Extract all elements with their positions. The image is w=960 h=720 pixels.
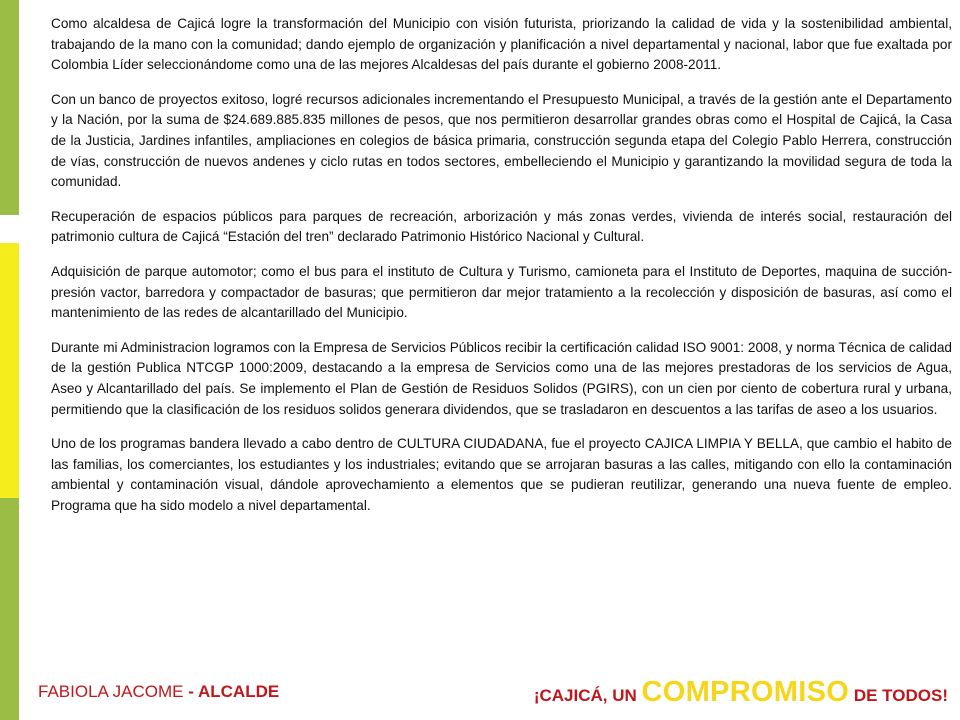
paragraph-2: Con un banco de proyectos exitoso, logré recursos adicionales incrementando el Presupuesto Municipal, a través de la gestión ante el Departamento y la Nación, por la suma de $24.689.885.835 millones de pesos, que nos permitieron desarrollar grandes obras como el Hospital de Cajicá, la Casa de la Justicia, Jardines infantiles, ampliaciones en colegios de básica primaria, construcción segunda etapa del Colegio Pablo Herrera, construcción de vías, construcción de nuevos andenes y ciclo rutas en todos sectores, embelleciendo el Municipio y garantizando la movilidad segura de toda la comunidad. bbox=[51, 91, 952, 190]
document-body bbox=[51, 14, 952, 530]
paragraph-1: Como alcaldesa de Cajicá logre la transformación del Municipio con visión futurista, priorizando la calidad de vida y la sostenibilidad ambiental, trabajando de la mano con la comunidad; dando ejemplo de organización y planificación a nivel departamental y nacional, labor que fue exaltada por Colombia Líder seleccionándome como una de las mejores Alcaldesas del país durante el gobierno 2008-2011. bbox=[51, 16, 952, 73]
side-accent-bar-green-bottom bbox=[0, 498, 19, 720]
side-accent-bar-green-top bbox=[0, 0, 19, 215]
slogan-emphasis: COMPROMISO bbox=[641, 676, 850, 708]
author-role: ALCALDE bbox=[197, 682, 280, 701]
footer-slogan bbox=[534, 676, 948, 709]
slogan-start: ¡CAJICÁ, UN bbox=[533, 686, 642, 705]
footer-author bbox=[38, 682, 279, 702]
paragraph-4: Adquisición de parque automotor; como el bus para el instituto de Cultura y Turismo, camioneta para el Instituto de Deportes, maquina de succión- presión vactor, barredora y compactador de basuras; que permitieron dar mejor tratamiento a la recolección y disposición de basuras, así como el mantenimiento de las redes de alcantarillado del Municipio. bbox=[51, 263, 952, 321]
paragraph-6: Uno de los programas bandera llevado a cabo dentro de CULTURA CIUDADANA, fue el proyecto CAJICA LIMPIA Y BELLA, que cambio el habito de las familias, los comerciantes, los estudiantes y los industriales; evitando que se arrojaran basuras a las calles, mitigando con ello la contaminación ambiental y contaminación visual, dándole aprovechamiento a elementos que se pudieran reutilizar, generando una nueva fuente de empleo. Programa que ha sido modelo a nivel departamental. bbox=[51, 436, 952, 513]
paragraph-5: Durante mi Administracion logramos con la Empresa de Servicios Públicos recibir la certificación calidad ISO 9001: 2008, y norma Técnica de calidad de la gestión Publica NTCGP 1000:2009, destacando a la empresa de Servicios como una de las mejores prestadoras de los servicios de Agua, Aseo y Alcantarillado del país. Se implemento el Plan de Gestión de Residuos Solidos (PGIRS), con un cien por ciento de cobertura rural y urbana, permitiendo que la clasificación de los residuos solidos generara dividendos, que se trasladaron en descuentos a las tarifas de aseo a los usuarios. bbox=[51, 339, 952, 417]
author-name: FABIOLA JACOME bbox=[38, 682, 184, 701]
paragraph-3: Recuperación de espacios públicos para parques de recreación, arborización y más zonas verdes, vivienda de interés social, restauración del patrimonio cultura de Cajicá “Estación del tren” declarado Patrimonio Histórico Nacional y Cultural. bbox=[51, 208, 952, 245]
author-separator: - bbox=[183, 682, 198, 701]
slogan-end: DE TODOS! bbox=[849, 686, 948, 705]
side-accent-bar-yellow bbox=[0, 243, 19, 498]
side-accent-gap bbox=[0, 215, 19, 243]
